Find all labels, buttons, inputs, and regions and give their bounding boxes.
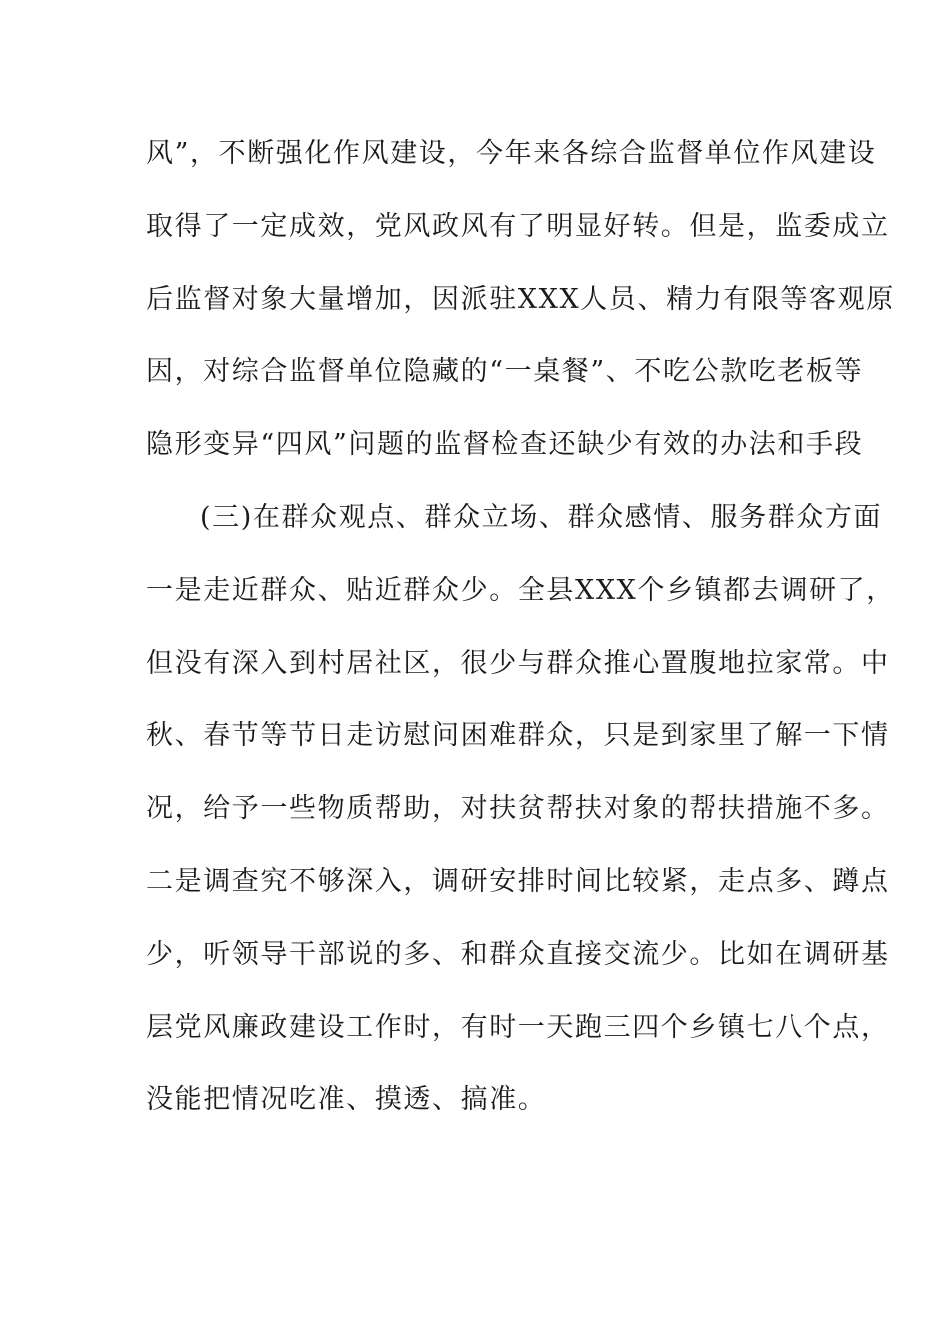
text-line: 风”，不断强化作风建设，今年来各综合监督单位作风建设 (146, 138, 877, 169)
text-line: 但没有深入到村居社区，很少与群众推心置腹地拉家常。中 (146, 647, 890, 679)
text-line: 一是走近群众、贴近群众少。全县XXX个乡镇都去调研了， (146, 574, 895, 606)
text-line: 况，给予一些物质帮助，对扶贫帮扶对象的帮扶措施不多。 (146, 793, 890, 825)
text-line: 少，听领导干部说的多、和群众直接交流少。比如在调研基 (146, 938, 890, 970)
text-line: 没能把情况吃准、摸透、搞准。 (146, 1084, 547, 1116)
section-heading: (三)在群众观点、群众立场、群众感情、服务群众方面 (200, 501, 883, 533)
body-text (146, 128, 895, 1147)
text-line: 二是调查究不够深入，调研安排时间比较紧，走点多、蹲点 (146, 865, 890, 897)
text-line: 后监督对象大量增加，因派驻XXX人员、精力有限等客观原 (146, 283, 895, 315)
text-line: 秋、春节等节日走访慰问困难群众，只是到家里了解一下情 (146, 720, 890, 752)
text-line: 因，对综合监督单位隐藏的“一桌餐”、不吃公款吃老板等 (146, 356, 864, 388)
text-line: 取得了一定成效，党风政风有了明显好转。但是，监委成立 (146, 210, 890, 242)
text-line: 隐形变异“四风”问题的监督检查还缺少有效的办法和手段 (146, 429, 864, 461)
text-line: 层党风廉政建设工作时，有时一天跑三四个乡镇七八个点， (146, 1011, 890, 1043)
